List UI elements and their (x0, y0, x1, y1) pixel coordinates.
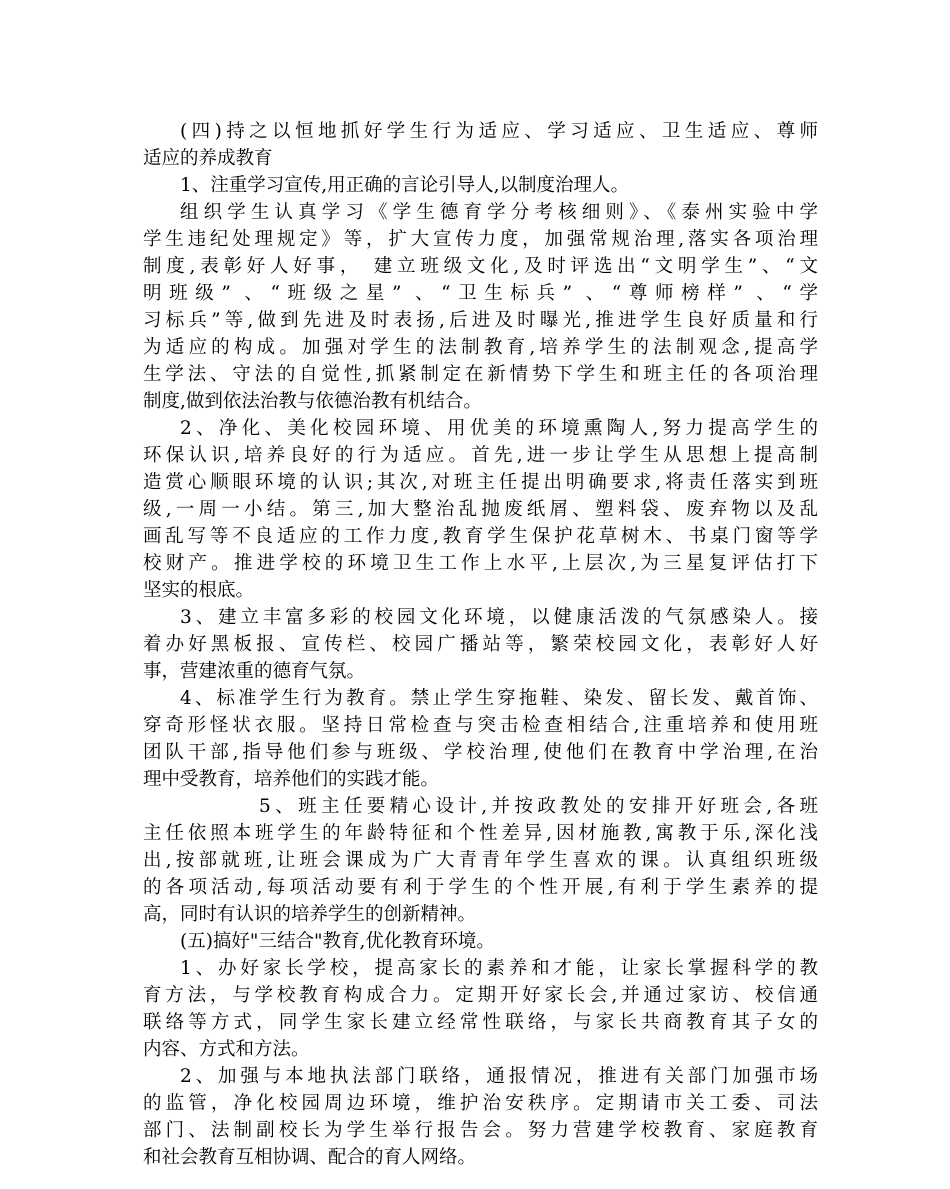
heading-section-4-cont: 适应的养成教育 (143, 148, 273, 169)
document-page (143, 118, 818, 1171)
paragraph-line: 部门、法制副校长为学生举行报告会。努力营建学校教育、家庭教育 (143, 1120, 818, 1141)
item-4-heading: 4、标准学生行为教育。禁止学生穿拖鞋、染发、留长发、戴首饰、 (180, 688, 818, 709)
paragraph-line: 生学法、守法的自觉性,抓紧制定在新情势下学生和班主任的各项治理 (143, 364, 818, 385)
paragraph-line: 组织学生认真学习《学生德育学分考核细则》、《泰州实验中学 (180, 202, 818, 223)
paragraph-line: 习标兵”等,做到先进及时表扬,后进及时曝光,推进学生良好质量和行 (143, 310, 818, 331)
paragraph-line: 明班级” 、“班级之星” 、“卫生标兵” 、“尊师榜样” 、“学 (143, 283, 818, 304)
paragraph-line: 校财产。推进学校的环境卫生工作上水平,上层次,为三星复评估打下 (143, 553, 818, 574)
paragraph-line: 坚实的根底。 (143, 580, 255, 601)
item-3-heading: 3、建立丰富多彩的校园文化环境，以健康活泼的气氛感染人。接 (180, 607, 818, 628)
paragraph-line: 的各项活动,每项活动要有利于学生的个性开展,有利于学生素养的提 (143, 877, 818, 898)
paragraph-line: 制度,做到依法治教与依德治教有机结合。 (143, 391, 482, 412)
paragraph-line: 内容、方式和方法。 (143, 1039, 310, 1060)
paragraph-line: 高，同时有认识的培养学生的创新精神。 (143, 904, 477, 925)
paragraph-line: 理中受教育，培养他们的实践才能。 (143, 769, 440, 790)
paragraph-line: 造赏心顺眼环境的认识;其次,对班主任提出明确要求,将责任落实到班 (143, 472, 818, 493)
paragraph-line: 出,按部就班,让班会课成为广大青青年学生喜欢的课。认真组织班级 (143, 850, 818, 871)
paragraph-line: 画乱写等不良适应的工作力度,教育学生保护花草树木、书桌门窗等学 (143, 526, 818, 547)
paragraph-line: 事，营建浓重的德育气氛。 (143, 661, 366, 682)
item-2-heading-section-5: 2、加强与本地执法部门联络，通报情况，推进有关部门加强市场 (180, 1066, 818, 1087)
heading-section-5: (五)搞好"三结合"教育,优化教育环境。 (180, 931, 495, 952)
paragraph-line: 联络等方式，同学生家长建立经常性联络，与家长共商教育其子女的 (143, 1012, 818, 1033)
paragraph-line: 团队干部,指导他们参与班级、学校治理,使他们在教育中学治理,在治 (143, 742, 818, 763)
paragraph-line: 育方法，与学校教育构成合力。定期开好家长会,并通过家访、校信通 (143, 985, 818, 1006)
paragraph-line: 主任依照本班学生的年龄特征和个性差异,因材施教,寓教于乐,深化浅 (143, 823, 818, 844)
paragraph-line: 为适应的构成。加强对学生的法制教育,培养学生的法制观念,提高学 (143, 337, 818, 358)
paragraph-line: 的监管，净化校园周边环境，维护治安秩序。定期请市关工委、司法 (143, 1093, 818, 1114)
paragraph-line: 和社会教育互相协调、配合的育人网络。 (143, 1147, 477, 1168)
heading-section-4: (四)持之以恒地抓好学生行为适应、学习适应、卫生适应、尊师 (180, 121, 818, 142)
item-2-heading: 2、净化、美化校园环境、用优美的环境熏陶人,努力提高学生的 (180, 418, 818, 439)
item-1-heading: 1、注重学习宣传,用正确的言论引导人,以制度治理人。 (180, 175, 630, 196)
paragraph-line: 学生违纪处理规定》等，扩大宣传力度，加强常规治理,落实各项治理 (143, 229, 818, 250)
item-5-heading: 5、班主任要精心设计,并按政教处的安排开好班会,各班 (259, 796, 818, 817)
item-1-heading-section-5: 1、办好家长学校，提高家长的素养和才能，让家长掌握科学的教 (180, 958, 818, 979)
paragraph-line: 级,一周一小结。第三,加大整治乱抛废纸屑、塑料袋、废弃物以及乱 (143, 499, 818, 520)
paragraph-line: 着办好黑板报、宣传栏、校园广播站等，繁荣校园文化，表彰好人好 (143, 634, 818, 655)
paragraph-line: 环保认识,培养良好的行为适应。首先,进一步让学生从思想上提高制 (143, 445, 818, 466)
paragraph-line: 穿奇形怪状衣服。坚持日常检查与突击检查相结合,注重培养和使用班 (143, 715, 818, 736)
paragraph-line: 制度,表彰好人好事， 建立班级文化,及时评选出“文明学生”、“文 (143, 256, 818, 277)
